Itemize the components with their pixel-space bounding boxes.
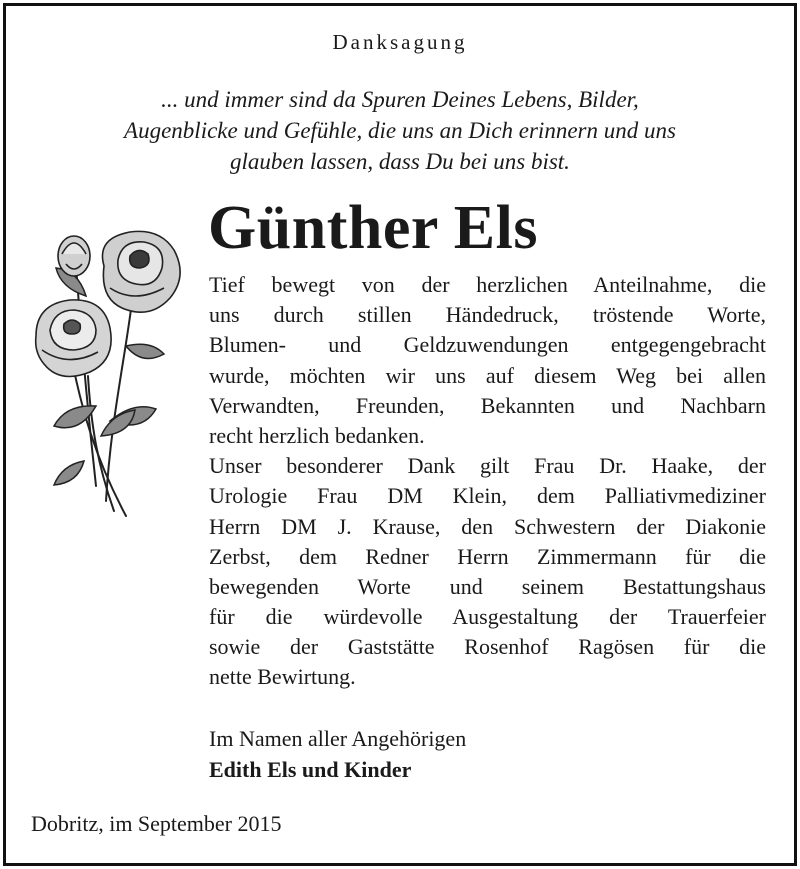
body-line: Zerbst, dem Redner Herrn Zimmermann für die — [209, 543, 766, 569]
body-line: recht herzlich bedanken. — [209, 422, 425, 448]
place-date: Dobritz, im September 2015 — [31, 811, 282, 836]
body-line: Verwandten, Freunden, Bekannten und Nachbarn — [209, 392, 766, 418]
poem-line: ... und immer sind da Spuren Deines Lebens, Bilder, — [161, 87, 639, 112]
body-line: Herrn DM J. Krause, den Schwestern der Diakonie — [209, 513, 766, 539]
body-line: sowie der Gaststätte Rosenhof Ragösen für die — [209, 634, 766, 660]
body-line: für die würdevolle Ausgestaltung der Trauerfeier — [209, 604, 766, 630]
roses-illustration-icon — [26, 226, 196, 526]
poem-line: glauben lassen, dass Du bei uns bist. — [230, 149, 570, 174]
body-line: Blumen- und Geldzuwendungen entgegengebracht — [209, 332, 766, 358]
poem-line: Augenblicke und Gefühle, die uns an Dich erinnern und uns — [124, 118, 676, 143]
body-line: nette Bewirtung. — [209, 664, 356, 690]
body-line: uns durch stillen Händedruck, tröstende Worte, — [209, 302, 766, 328]
body-line: Tief bewegt von der herzlichen Anteilnahme, die — [209, 272, 766, 297]
body-line: Urologie Frau DM Klein, dem Palliativmediziner — [209, 483, 766, 509]
thanks-body — [209, 270, 766, 693]
body-line: Unser besonderer Dank gilt Frau Dr. Haake, der — [209, 453, 766, 479]
signature-intro: Im Namen aller Angehörigen — [209, 726, 467, 751]
body-line: wurde, möchten wir uns auf diesem Weg bei allen — [209, 362, 766, 388]
body-line: bewegenden Worte und seinem Bestattungshaus — [209, 573, 766, 599]
signature-name: Edith Els und Kinder — [209, 757, 412, 782]
deceased-name: Günther Els — [208, 194, 538, 262]
notice-heading: Danksagung — [332, 30, 468, 54]
poem-quote — [0, 84, 800, 177]
